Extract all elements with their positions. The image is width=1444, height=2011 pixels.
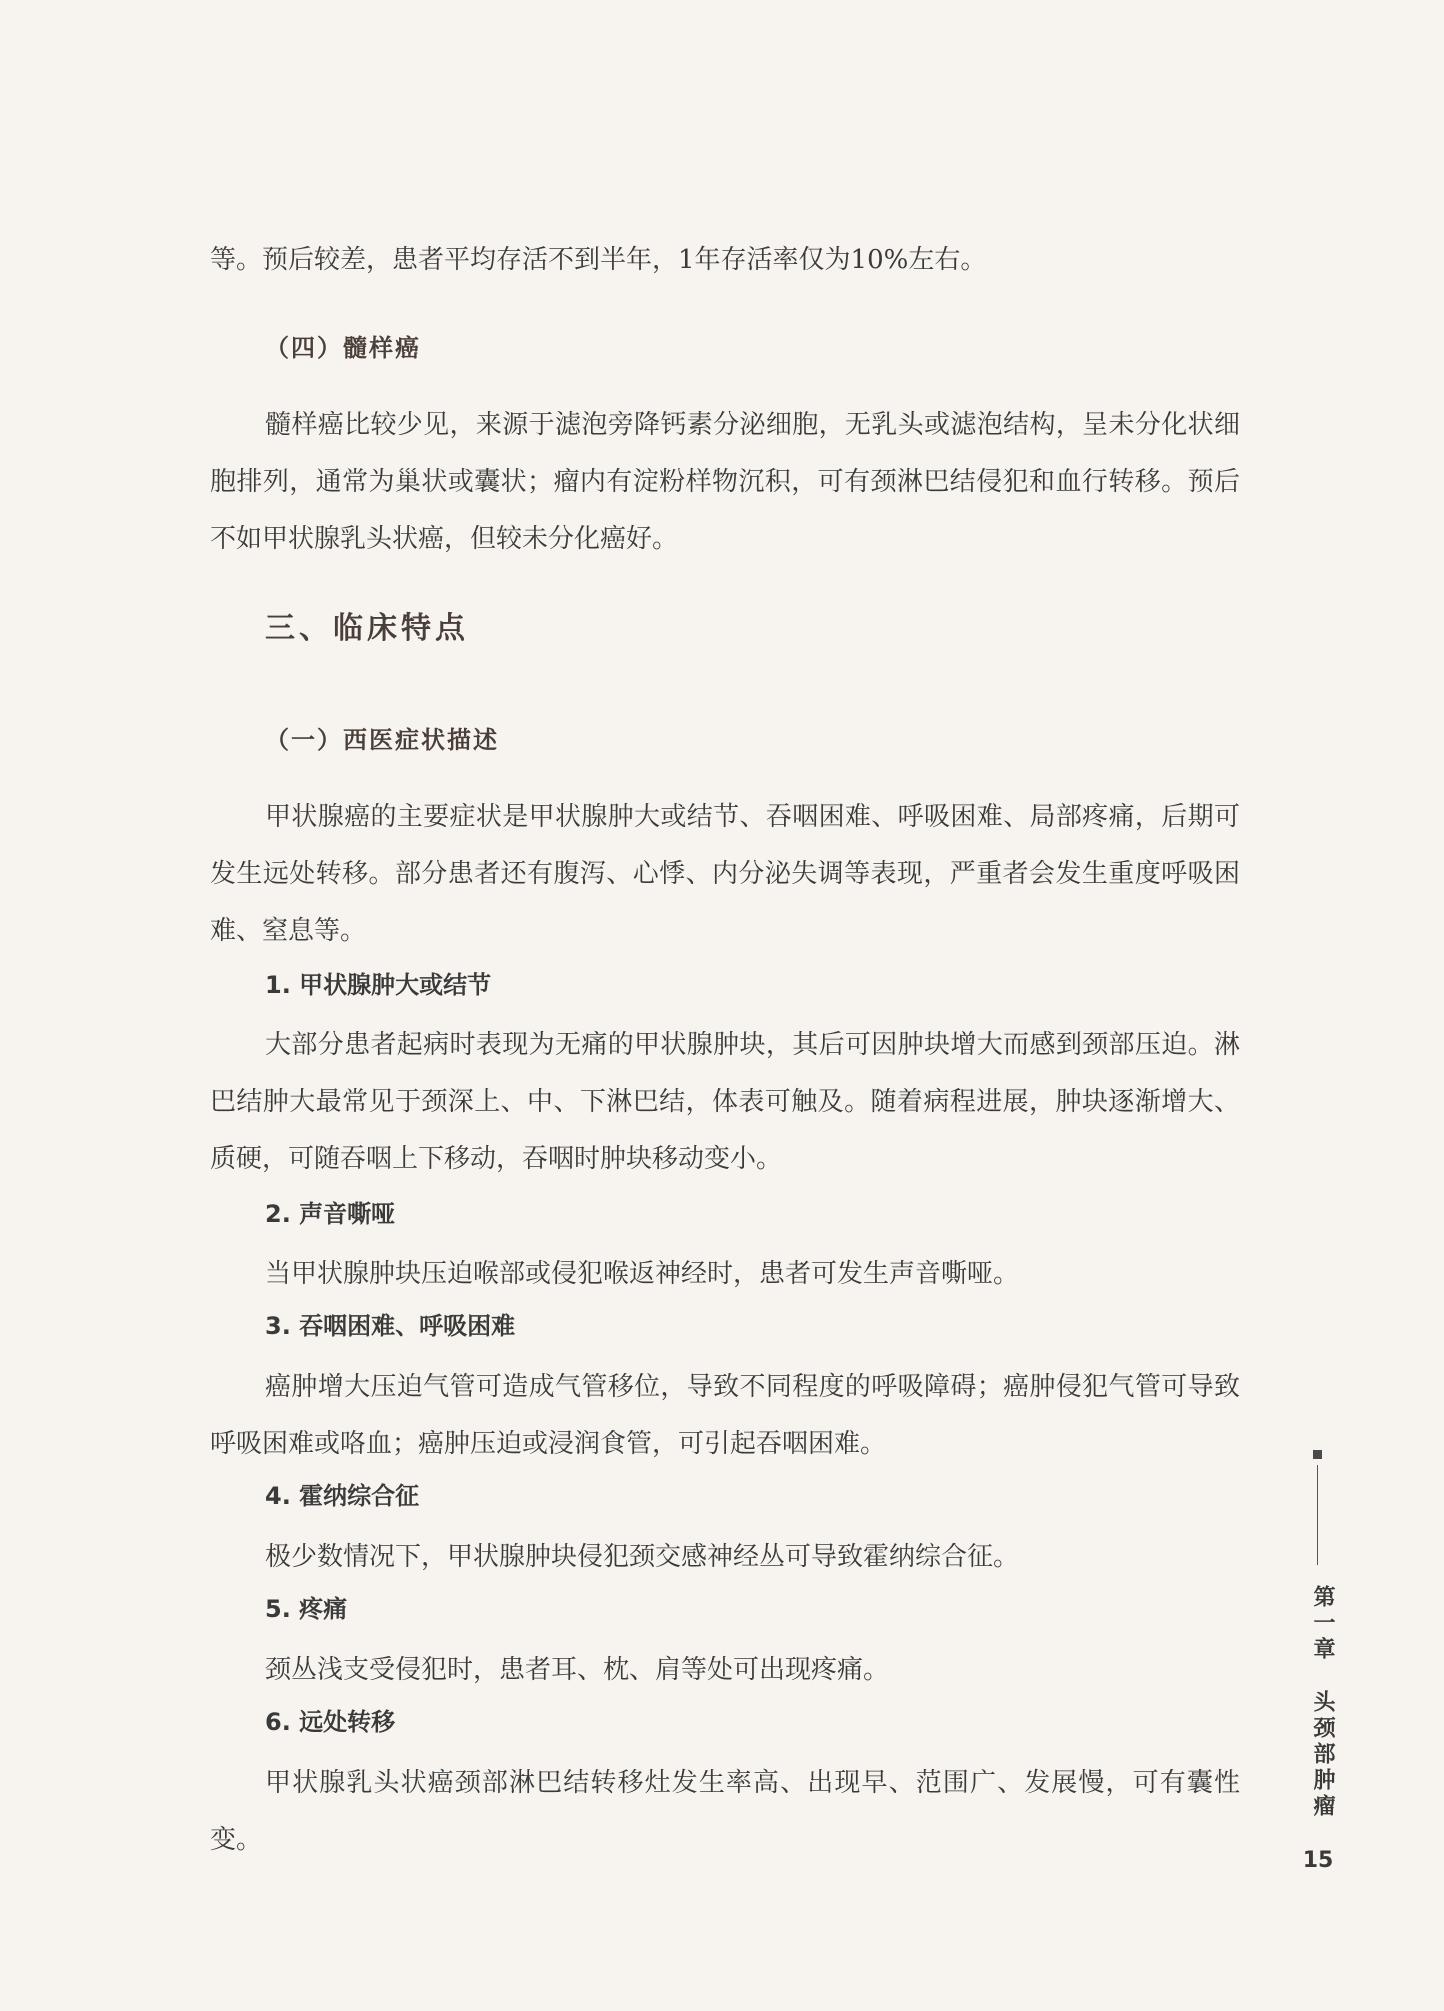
paragraph-enlargement: 大部分患者起病时表现为无痛的甲状腺肿块，其后可因肿块增大而感到颈部压迫。淋巴结肿大最常见于颈深上、中、下淋巴结，体表可触及。随着病程进展，肿块逐渐增大、质硬，可随吞咽上下移动，吞咽时肿块移动变小。 bbox=[210, 1030, 1240, 1174]
section-heading-clinical: 三、临床特点 bbox=[265, 611, 469, 646]
numbered-heading-1: 1. 甲状腺肿大或结节 bbox=[265, 971, 492, 999]
numbered-heading-4: 4. 霍纳综合征 bbox=[265, 1482, 420, 1510]
paragraph-metastasis: 甲状腺乳头状癌颈部淋巴结转移灶发生率高、出现早、范围广、发展慢，可有囊性变。 bbox=[210, 1768, 1240, 1855]
subheading-medullary: （四）髓样癌 bbox=[265, 334, 421, 362]
paragraph-hoarseness: 当甲状腺肿块压迫喉部或侵犯喉返神经时，患者可发生声音嘶哑。 bbox=[265, 1259, 1020, 1289]
page-number: 15 bbox=[1302, 1848, 1334, 1873]
paragraph-medullary: 髓样癌比较少见，来源于滤泡旁降钙素分泌细胞，无乳头或滤泡结构，呈未分化状细胞排列，通常为巢状或囊状；瘤内有淀粉样物沉积，可有颈淋巴结侵犯和血行转移。预后不如甲状腺乳头状癌，但较未分化癌好。 bbox=[210, 410, 1240, 554]
sidebar-chapter-title: 头颈部肿瘤 bbox=[1310, 1690, 1335, 1820]
sidebar-chapter-label: 第一章 bbox=[1310, 1585, 1335, 1663]
paragraph-continuation: 等。预后较差，患者平均存活不到半年，1年存活率仅为10%左右。 bbox=[210, 245, 987, 275]
paragraph-dysphagia: 癌肿增大压迫气管可造成气管移位，导致不同程度的呼吸障碍；癌肿侵犯气管可导致呼吸困难或咯血；癌肿压迫或浸润食管，可引起吞咽困难。 bbox=[210, 1372, 1240, 1459]
numbered-heading-3: 3. 吞咽困难、呼吸困难 bbox=[265, 1312, 516, 1340]
paragraph-horner: 极少数情况下，甲状腺肿块侵犯颈交感神经丛可导致霍纳综合征。 bbox=[265, 1542, 1020, 1572]
sidebar-square-marker bbox=[1313, 1450, 1322, 1459]
sidebar-divider-line bbox=[1317, 1465, 1318, 1565]
paragraph-main-symptoms: 甲状腺癌的主要症状是甲状腺肿大或结节、吞咽困难、呼吸困难、局部疼痛，后期可发生远处转移。部分患者还有腹泻、心悸、内分泌失调等表现，严重者会发生重度呼吸困难、窒息等。 bbox=[210, 802, 1240, 946]
subheading-western-symptoms: （一）西医症状描述 bbox=[265, 726, 499, 754]
numbered-heading-6: 6. 远处转移 bbox=[265, 1708, 396, 1736]
paragraph-pain: 颈丛浅支受侵犯时，患者耳、枕、肩等处可出现疼痛。 bbox=[265, 1655, 890, 1685]
numbered-heading-2: 2. 声音嘶哑 bbox=[265, 1200, 396, 1228]
numbered-heading-5: 5. 疼痛 bbox=[265, 1595, 348, 1623]
